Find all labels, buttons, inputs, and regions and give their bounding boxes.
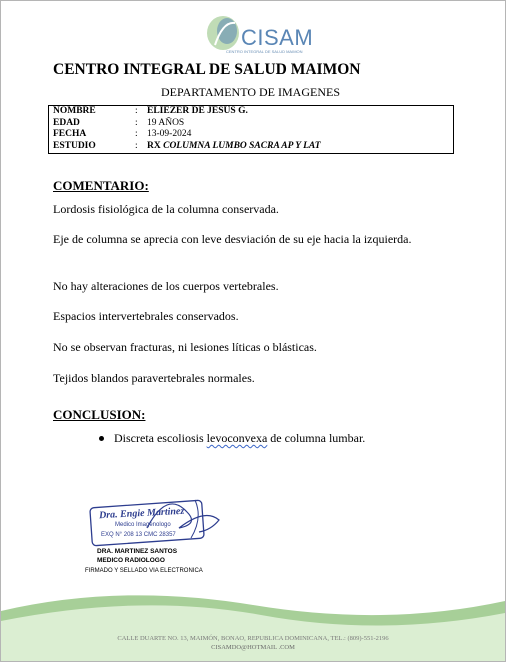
- finding-paragraph: Espacios intervertebrales conservados.: [53, 309, 239, 323]
- separator: :: [135, 141, 138, 152]
- logo-text: CISAM: [241, 25, 314, 50]
- finding-paragraph: No se observan fracturas, ni lesiones líticas o blásticas.: [53, 340, 317, 354]
- study-label: ESTUDIO: [53, 141, 96, 152]
- department-title: DEPARTAMENTO DE IMAGENES: [161, 85, 340, 99]
- footer-wave: [1, 589, 505, 662]
- comentario-heading: COMENTARIO:: [53, 178, 149, 193]
- signer-name: DRA. MARTINEZ SANTOS: [97, 548, 178, 555]
- stamp-registration: EXQ N° 208 13 CMC 28357: [101, 532, 176, 538]
- table-row: [49, 118, 454, 130]
- date-label: FECHA: [53, 129, 87, 140]
- table-row: [49, 106, 454, 118]
- bullet-icon: [99, 436, 104, 441]
- footer-address: CALLE DUARTE NO. 13, MAIMÓN, BONAO, REPUBLICA DOMINICANA, TEL.: (809)-551-2196: [117, 635, 389, 642]
- age-label: EDAD: [53, 117, 80, 128]
- conclusion-term: levoconvexa: [206, 431, 268, 445]
- study-name: COLUMNA LUMBO SACRA AP Y LAT: [163, 141, 321, 152]
- signer-block: [97, 547, 177, 565]
- conclusion-text-start: Discreta escoliosis: [114, 431, 207, 445]
- patient-info-table: [48, 105, 454, 154]
- logo-subtitle: CENTRO INTEGRAL DE SALUD MAIMON: [226, 49, 303, 54]
- table-row: [49, 129, 454, 141]
- finding-paragraph: No hay alteraciones de los cuerpos vertebrales.: [53, 279, 279, 293]
- cisam-logo: [201, 11, 314, 56]
- separator: :: [135, 129, 138, 140]
- doctor-stamp: [87, 498, 207, 544]
- conclusion-bullet: [99, 431, 365, 446]
- stamp-role: Medico Imagenologo: [115, 522, 171, 528]
- footer-email: CISAMDO@HOTMAIL .COM: [211, 644, 295, 651]
- study-prefix: RX: [147, 141, 164, 152]
- separator: :: [135, 117, 138, 128]
- name-label: NOMBRE: [53, 106, 96, 116]
- stamp-name: Dra. Engie Martinez: [98, 505, 185, 522]
- patient-name: ELIEZER DE JESUS G.: [147, 106, 248, 116]
- patient-age: 19 AÑOS: [147, 117, 185, 128]
- signer-title: MEDICO RADIOLOGO: [97, 557, 165, 564]
- conclusion-text-end: de columna lumbar.: [267, 431, 366, 445]
- conclusion-heading: CONCLUSION:: [53, 407, 146, 422]
- finding-paragraph: Lordosis fisiológica de la columna conservada.: [53, 202, 279, 216]
- separator: :: [135, 106, 138, 116]
- signature-note: FIRMADO Y SELLADO VIA ELECTRONICA: [85, 568, 203, 574]
- study-date: 13-09-2024: [147, 129, 192, 140]
- finding-paragraph: Eje de columna se aprecia con leve desviación de su eje hacia la izquierda.: [53, 232, 412, 246]
- study-value: [143, 141, 454, 153]
- table-row: [49, 141, 454, 153]
- finding-paragraph: Tejidos blandos paravertebrales normales.: [53, 371, 255, 385]
- page-title: CENTRO INTEGRAL DE SALUD MAIMON: [53, 61, 361, 78]
